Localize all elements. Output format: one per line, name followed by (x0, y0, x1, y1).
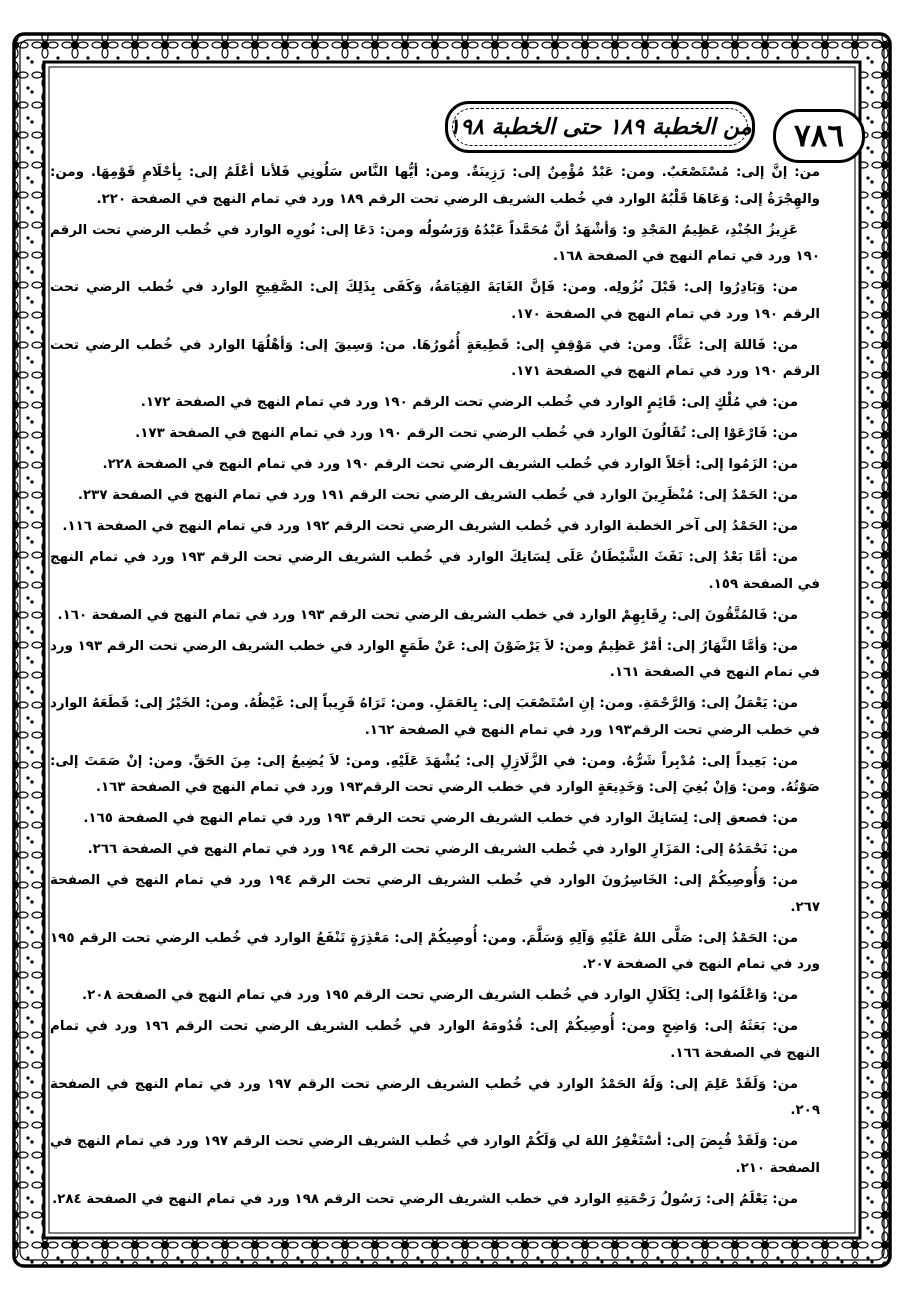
index-entry: من: فَارْعَوْا إلى: تُقَالُونَ الوارد في خُطب الرضي تحت الرقم ١٩٠ ورد في تمام النهج في الصفحة ١٧٣. (135, 426, 798, 441)
index-entries (50, 160, 820, 1218)
section-title: من الخطبة ١٨٩ حتى الخطبة ١٩٨ (448, 114, 752, 140)
index-entry: من: إنَّ إلى: مُسْتَصْعَبٌ. ومن: عَبْدٌ مُؤْمِنٌ إلى: رَزِينَةٌ. ومن: أيُّها النَّاس سَلُونِي فَلأنا أعْلَمُ إلى: بِأحْلَامِ قَوْمِهَا. ومن: والهِجْرَةُ إلى: وَعَاهَا قَلْبُهُ الوارد في خُطب الشريف الرضي تحت الرقم ١٨٩ ورد في تمام النهج في الصفحة ٢٢٠. (50, 165, 820, 207)
index-entry: من: الزَمُوا إلى: أجَلاً الوارد في خُطب الشريف الرضي تحت الرقم ١٩٠ ورد في تمام النهج في الصفحة ٢٢٨. (102, 457, 798, 472)
index-entry: من: وَلَقَدْ قُبِضَ إلى: أسْتَغْفِرُ اللهَ لي وَلَكُمْ الوارد في خُطب الشريف الرضي تحت الرقم ١٩٧ ورد في تمام النهج في الصفحة ٢١٠. (50, 1134, 820, 1176)
index-entry: عَزِيزُ الجُنْدِ، عَظِيمُ المَجْدِ و: وَأشْهَدُ أنَّ مُحَمَّداً عَبْدُهُ وَرَسُولُه ومن: دَعَا إلى: نُورِه الوارد في خُطب الرضي تحت الرقم ١٩٠ ورد في تمام النهج في الصفحة ١٦٨. (50, 222, 820, 264)
index-entry: من: بَعَثَهُ إلى: وَاضِحٍ ومن: أُوصِيكُمْ إلى: قُدُومَهُ الوارد في خُطب الشريف الرضي تحت الرقم ١٩٦ ورد في تمام النهج في الصفحة ١٦٦. (50, 1019, 820, 1061)
index-entry: من: أمَّا بَعْدُ إلى: نَفَثَ الشَّيْطَانُ عَلَى لِسَانِكَ الوارد في خُطب الشريف الرضي تحت الرقم ١٩٣ ورد في تمام النهج في الصفحة ١٥٩. (50, 550, 820, 592)
index-entry: من: وَلَقَدْ عَلِمَ إلى: وَلَهُ الحَمْدُ الوارد في خُطب الشريف الرضي تحت الرقم ١٩٧ ورد في تمام النهج في الصفحة ٢٠٩. (50, 1076, 820, 1118)
page-number: ٧٨٦ (773, 109, 865, 163)
index-entry: من: نَحْمَدُهُ إلى: المَزَارِ الوارد في خُطب الشريف الرضي تحت الرقم ١٩٤ ورد في تمام النهج في الصفحة ٢٦٦. (87, 842, 798, 857)
index-entry: من: فَاللهَ إلى: غَثَّاً. ومن: في مَوْقِفٍ إلى: قَطِيعَةٍ أُمُورُهَا. من: وَسِيقَ إلى: وَأهْلُهَا الوارد في خُطب الرضي تحت الرقم ١٩٠ ورد في تمام النهج في الصفحة ١٧١. (50, 337, 820, 379)
index-entry: من: يَعْمَلُ إلى: وَالرَّحْمَةِ. ومن: إنِ اسْتَصْعَبَ إلى: بِالعَمَلِ. ومن: تَرَاهُ قَرِيباً إلى: غَيْظُهُ. ومن: الخَيْرُ إلى: قَطَعَهُ الوارد في خطب الرضي تحت الرقم١٩٣ ورد في تمام النهج في الصفحة ١٦٢. (50, 696, 820, 738)
section-title-box (445, 101, 755, 153)
index-entry: من: وَبَادِرُوا إلى: قَبْلَ نُزُولِه. ومن: فَإنَّ الغَايَةَ القِيَامَةُ، وَكَفَى بِذَلِكَ إلى: الصَّفِيحِ الوارد في خُطب الرضي تحت الرقم ١٩٠ ورد في تمام النهج في الصفحة ١٧٠. (50, 280, 820, 322)
index-entry: من: وَاعْلَمُوا إلى: لِكَلَالِ الوارد في خُطب الشريف الرضي تحت الرقم ١٩٥ ورد في تمام النهج في الصفحة ٢٠٨. (82, 988, 798, 1003)
index-entry: من: يَعْلَمُ إلى: رَسُولُ رَحْمَتِهِ الوارد في خطب الشريف الرضي تحت الرقم ١٩٨ ورد في تمام النهج في الصفحة ٢٨٤. (52, 1191, 798, 1207)
index-entry: من: وَأُوصِيكُمْ إلى: الخَاسِرُونَ الوارد في خُطب الشريف الرضي تحت الرقم ١٩٤ ورد في تمام النهج في الصفحة ٢٦٧. (50, 873, 820, 915)
index-entry: من: بَعِيداً إلى: مُدْبِراً شَرُّهُ. ومن: في الزَّلَازِلِ إلى: يُشْهَدَ عَلَيْهِ. ومن: لاَ يُضِيعُ إلى: مِنَ الحَقِّ. ومن: إنْ صَمَتَ إلى: صَوْتُهُ. ومن: وَإنْ بُغِيَ إلى: وَخَدِيعَةٍ الوارد في خطب الرضي تحت الرقم١٩٣ ورد في تمام النهج في الصفحة ١٦٣. (50, 753, 820, 795)
index-entry: من: وَأمَّا النَّهَارُ إلى: أمْرٌ عَظِيمٌ ومن: لاَ يَرْضَوْنَ إلى: عَنْ طَمَعٍ الوارد في خطب الشريف الرضي تحت الرقم ١٩٣ ورد في تمام النهج في الصفحة ١٦١. (50, 638, 820, 680)
index-entry: من: الحَمْدُ إلى: مُنْظَرِينَ الوارد في خُطب الشريف الرضي تحت الرقم ١٩١ ورد في تمام النهج في الصفحة ٢٣٧. (77, 488, 798, 503)
index-entry: من: في مُلْكٍ إلى: قَائِمٍ الوارد في خُطب الرضي تحت الرقم ١٩٠ ورد في تمام النهج في الصفحة ١٧٢. (140, 395, 798, 410)
index-entry: من: الحَمْدُ إلى: صَلَّى اللهُ عَلَيْهِ وَآلِهِ وَسَلَّمَ. ومن: أُوصِيكُمْ إلى: مَعْذِرَةٍ تَنْفَعُ الوارد في خُطب الرضي تحت الرقم ١٩٥ ورد في تمام النهج في الصفحة ٢٠٧. (50, 930, 820, 972)
page-header (0, 95, 905, 165)
index-entry: من: فصعق إلى: لِسَانِكَ الوارد في خطب الشريف الرضي تحت الرقم ١٩٣ ورد في تمام النهج في الصفحة ١٦٥. (83, 811, 798, 826)
index-entry: من: فَالمُتَّقُونَ إلى: رِقَابِهِمْ الوارد في خطب الشريف الرضي تحت الرقم ١٩٣ ورد في تمام النهج في الصفحة ١٦٠. (57, 607, 798, 623)
index-entry: من: الحَمْدُ إلى آخر الخطبة الوارد في خُطب الشريف الرضي تحت الرقم ١٩٢ ورد في تمام النهج في الصفحة ١١٦. (62, 519, 798, 534)
